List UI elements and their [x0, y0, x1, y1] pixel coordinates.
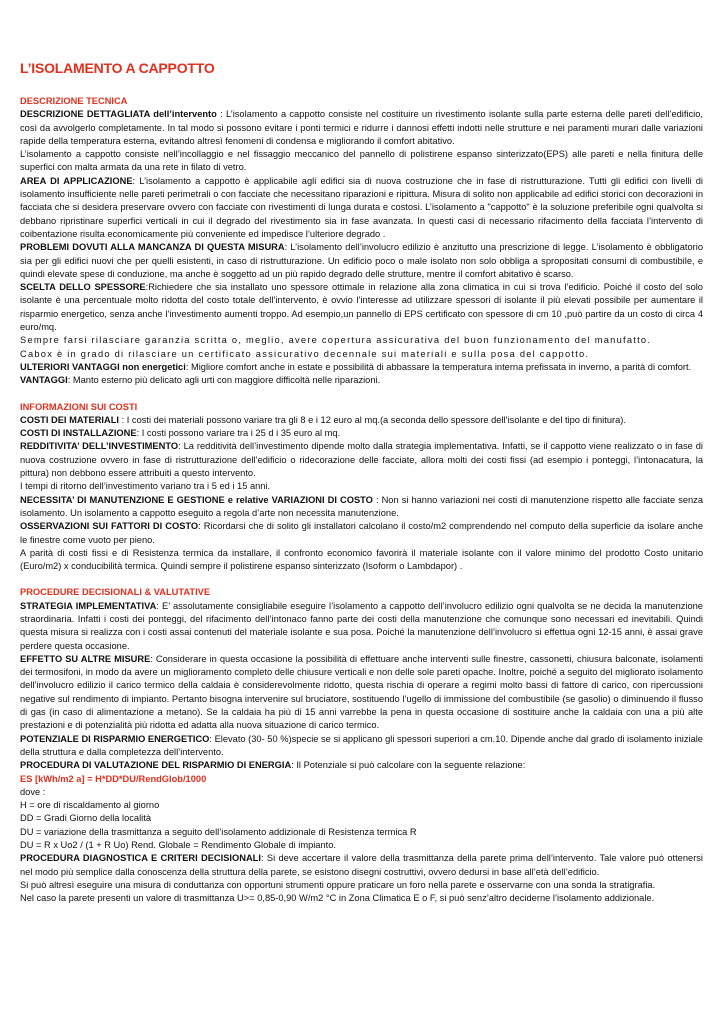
text-diagnostica: : Si deve accertare il valore della trasmittanza della parete prima dell’intervento. Tale valore può ottenersi nel modo più semplice dalla conoscenza della struttura della parete, se esistono disegni costruttivi, ovvero dedursi in base all’età dell’edificio. [20, 853, 704, 877]
paragraph-parita: A parità di costi fissi e di Resistenza termica da installare, il confronto economico favorirà il materiale isolante con il valore minimo del prodotto Costo unitario (Euro/m2) x conducibilità termica. Quindi sempre il polistirene espanso sinterizzato (Isoform o Lambdapor) . [20, 547, 703, 572]
label-svantaggi: VANTAGGI [20, 375, 68, 386]
text-descrizione: : L’isolamento a cappotto consiste nel costituire un rivestimento isolante sulla parte esterna delle pareti dell’edificio, così da avvolgerlo completamente. In tal modo si possono evitare i ponti termici e ridurre i dannosi effetti indotti nelle strutture e nei paramenti murari dalle variazioni rapide della temperatura esterna, evitando altresì fenomeni di condensa e migliorando il comfort abitativo. [20, 109, 703, 146]
text-problemi: : L’isolamento dell’involucro edilizio è anzitutto una prescrizione di legge. L’isolamento è obbligatorio sia per gli edifici nuovi che per quelli esistenti, in caso di ristrutturazione. Un edificio poco o male isolato non solo obbliga a spropositati consumi di combustibile, e quindi elevate spese di conduzione, ma anche è soggetto ad un più rapido degrado delle strutture, mentre il comfort abitativo è scarso. [20, 242, 703, 279]
paragraph-caso: Nel caso la parete presenti un valore di trasmittanza U>= 0,85-0,90 W/m2 °C in Zona Climatica E o F, si può senz’altro deciderne l’isolamento addizionale. [20, 893, 655, 904]
paragraph-garanzia-1: Sempre farsi rilasciare garanzia scritta o, meglio, avere copertura assicurativa del buon funzionamento del manufatto. [20, 335, 652, 346]
formula-dove: dove : [20, 786, 46, 797]
text-strategia: : E’ assolutamente consigliabile eseguire l’isolamento a cappotto dell’involucro edilizio ogni qualvolta se ne decida la manutenzione straordinaria. Infatti i costi dei ponteggi, del rifacimento dell’intonaco fanno parte dei costi della manutenzione che comunque sono necessari ed inevitabili. Quindi questa misura si realizza con i costi assai contenuti del materiale isolante e sua posa. Poiché la manutenzione dell’involucro si effettua ogni 12-15 anni, è assai grave perdere questa occasione. [20, 600, 703, 651]
text-effetto: : Considerare in questa occasione la possibilità di effettuare anche interventi sulle finestre, cassonetti, chiusura balconate, isolamenti dei termosifoni, in modo da avere un miglioramento completo delle chiusure verticali e non delle sole pareti opache. Inoltre, poiché a seguito del migliorato isolamento dell’involucro edilizio il carico termico della caldaia è considerevolmente ridotto, questa rischia di operare a regimi molto bassi di fattore di carico, con ripercussioni negative sul rendimento di impianto. Pertanto bisogna intervenire sul bruciatore, sostituendo l’ugello di immissione del combustibile (se gasolio) o diminuendo il flusso di gas (in caso di alimentazione a metano). Se la caldaia ha più di 15 anni varrebbe la pena in questa occasione di sostituire anche la caldaia con una a più alte prestazioni e di potenzialità più ridotta ed adatta alla nuova situazione di carico termico. [20, 653, 703, 731]
label-strategia: STRATEGIA IMPLEMENTATIVA [20, 600, 157, 611]
paragraph-spessore [20, 281, 703, 334]
paragraph-descrizione [20, 108, 703, 148]
section-heading-tecnica: DESCRIZIONE TECNICA [20, 96, 128, 106]
paragraph-ritorno: I tempi di ritorno dell’investimento variano tra i 5 ed i 15 anni. [20, 481, 271, 492]
paragraph-descrizione-2: L’isolamento a cappotto consiste nell’incollaggio e nel fissaggio meccanico del pannello di polistirene espanso sinterizzato(EPS) alle pareti e nella finitura delle superfici con malta armata da una rete in filato di vetro. [20, 149, 703, 173]
paragraph-redditivita [20, 440, 703, 480]
definition-dd: DD = Gradi Giorno della località [20, 813, 151, 824]
document-page [20, 60, 703, 906]
label-descrizione: DESCRIZIONE DETTAGLIATA dell’intervento [20, 109, 217, 120]
definition-r: DU = R x Uo2 / (1 + R Uo) Rend. Globale = Rendimento Globale di impianto. [20, 840, 336, 851]
label-procedura: PROCEDURA DI VALUTAZIONE DEL RISPARMIO DI ENERGIA [20, 760, 292, 771]
paragraph-materiali [20, 414, 703, 427]
text-vantaggi: : Migliore comfort anche in estate e possibilità di abbassare la temperatura interna prefissata in inverno, a parità di comfort. [185, 361, 692, 372]
text-area: : L’isolamento a cappotto è applicabile agli edifici sia di nuova costruzione che in fase di ristrutturazione. Tutti gli edifici con livelli di isolamento insufficiente nelle pareti perimetrali o con facciate che necessitano riparazioni e ripittura. Misura di solito non applicabile ad edifici storici con decorazioni in facciata che si desidera preservare ovvero con facciate con rivestimenti di lunga durata e costosi. L’isolamento a "cappotto" è la soluzione preferibile ogni qualvolta si debbano ripristinare superfici verticali in cui il degrado del rivestimento sia in fase avanzata. In questi casi di necessario rifacimento della facciata l’intervento di coibentazione risulta economicamente più conveniente ed impedisce l’ulteriore degrado . [20, 175, 703, 239]
paragraph-problemi [20, 241, 703, 281]
paragraph-vantaggi [20, 361, 703, 374]
paragraph-osservazioni [20, 520, 703, 547]
paragraph-diagnostica [20, 852, 703, 879]
paragraph-area [20, 175, 703, 241]
text-materiali: : I costi dei materiali possono variare tra gli 8 e i 12 euro al mq.(a seconda dello spessore dell’isolante e del tipo di finitura). [119, 414, 626, 425]
paragraph-potenziale [20, 733, 703, 760]
text-installazione: : I costi possono variare tra i 25 d i 35 euro al mq. [136, 428, 341, 439]
label-materiali: COSTI DEI MATERIALI [20, 414, 119, 425]
document-title: L’ISOLAMENTO A CAPPOTTO [20, 60, 215, 76]
paragraph-effetto [20, 653, 703, 733]
paragraph-strategia [20, 600, 703, 653]
section-heading-costi: INFORMAZIONI SUI COSTI [20, 401, 138, 412]
paragraph-procedura [20, 759, 703, 772]
paragraph-garanzia-2: Cabox è in grado di rilasciare un certificato assicurativo decennale sui materiali e sulla posa del cappotto. [20, 348, 590, 359]
label-area: AREA DI APPLICAZIONE [20, 175, 133, 186]
text-necessita: : Non si hanno variazioni nei costi di manutenzione rispetto alle facciate senza isolamento. Un isolamento a cappotto eseguito a regola d’arte non necessita manutenzione. [20, 494, 703, 518]
label-effetto: EFFETTO SU ALTRE MISURE [20, 653, 151, 664]
text-spessore: :Richiedere che sia installato uno spessore ottimale in relazione alla zona climatica in cui si trova l’edificio. Poiché il costo del solo isolante è una percentuale molto ridotta del costo totale dell’intervento, è ovvio l’interesse ad utilizzare spessori di isolante il più elevati possibile per aumentare il risparmio energetico, senza anche l’investimento aumenti troppo. Ad esempio,un pannello di EPS certificato con spessore di cm 10 ,può partire da un costo di circa 4 euro/mq. [20, 282, 703, 333]
label-osservazioni: OSSERVAZIONI SUI FATTORI DI COSTO [20, 521, 199, 532]
label-redditivita: REDDITIVITA’ DELL’INVESTIMENTO [20, 441, 179, 452]
label-diagnostica: PROCEDURA DIAGNOSTICA E CRITERI DECISIONALI [20, 853, 261, 864]
formula: ES [kWh/m2 a] = H*DD*DU/RendGlob/1000 [20, 773, 207, 784]
text-procedura: : Il Potenziale si può calcolare con la seguente relazione: [291, 760, 526, 771]
label-potenziale: POTENZIALE DI RISPARMIO ENERGETICO [20, 733, 210, 744]
label-vantaggi: ULTERIORI VANTAGGI non energetici [20, 361, 186, 372]
section-heading-procedure: PROCEDURE DECISIONALI & VALUTATIVE [20, 587, 211, 598]
text-potenziale: : Elevato (30- 50 %)specie se si applicano gli spessori superiori a cm.10. Dipende anche dal grado di isolamento iniziale della struttura e dalla completezza dell’intervento. [20, 733, 703, 757]
text-redditivita: : La redditività dell’investimento dipende molto dalla strategia implementativa. Infatti, se il cappotto viene realizzato o in fase di nuova costruzione ovvero in fase di ristrutturazione dell’edificio o ridecorazione delle facciate, allora molti dei costi fissi (ad esempio i ponteggi, l’intonacatura, la pittura) non debbono essere attribuiti a questo intervento. [20, 441, 703, 479]
text-svantaggi: : Manto esterno più delicato agli urti con maggiore difficoltà nelle riparazioni. [67, 375, 381, 386]
text-osservazioni: : Ricordarsi che di solito gli installatori calcolano il costo/m2 comprendendo nel computo della superficie da isolare anche le finestre come vuoto per pieno. [20, 521, 703, 545]
label-problemi: PROBLEMI DOVUTI ALLA MANCANZA DI QUESTA MISURA [20, 242, 285, 253]
label-installazione: COSTI DI INSTALLAZIONE [20, 428, 137, 439]
paragraph-svantaggi [20, 374, 703, 387]
paragraph-installazione [20, 427, 703, 440]
label-necessita: NECESSITA’ DI MANUTENZIONE E GESTIONE e relative VARIAZIONI DI COSTO [20, 494, 373, 505]
paragraph-necessita [20, 494, 703, 521]
paragraph-misura: Si può altresì eseguire una misura di conduttanza con opportuni strumenti oppure praticare un foro nella parete e osservarne con una sonda la stratigrafia. [20, 879, 656, 890]
label-spessore: SCELTA DELLO SPESSORE [20, 282, 146, 293]
definition-h: H = ore di riscaldamento al giorno [20, 800, 160, 811]
definition-du: DU = variazione della trasmittanza a seguito dell’isolamento addizionale di Resistenza termica R [20, 826, 417, 837]
